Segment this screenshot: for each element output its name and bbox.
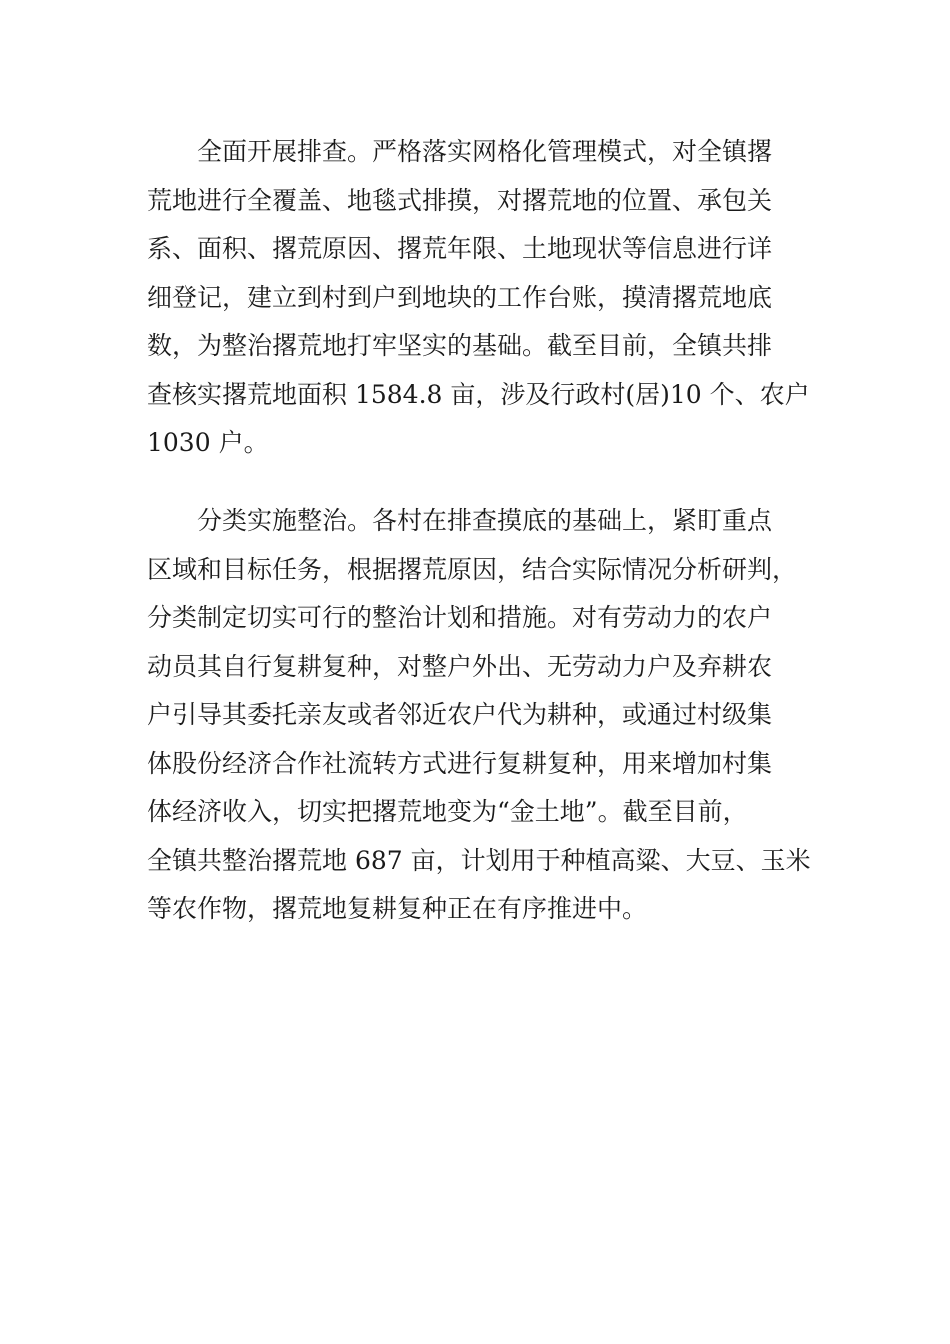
paragraph-line: 查核实撂荒地面积 1584.8 亩，涉及行政村(居)10 个、农户 <box>147 379 810 409</box>
paragraph-line: 等农作物，撂荒地复耕复种正在有序推进中。 <box>147 894 648 923</box>
paragraph-line: 分类实施整治。各村在排查摸底的基础上，紧盯重点 <box>197 506 773 535</box>
paragraph-line: 动员其自行复耕复种，对整户外出、无劳动力户及弃耕农 <box>147 651 773 681</box>
paragraph-remediation <box>147 497 817 982</box>
paragraph-line: 1030 户。 <box>147 428 269 457</box>
paragraph-line: 荒地进行全覆盖、地毯式排摸，对撂荒地的位置、承包关 <box>147 185 773 215</box>
paragraph-line: 体股份经济合作社流转方式进行复耕复种，用来增加村集 <box>147 748 773 778</box>
paragraph-line: 分类制定切实可行的整治计划和措施。对有劳动力的农户 <box>147 603 773 632</box>
paragraph-line: 全镇共整治撂荒地 687 亩，计划用于种植高粱、大豆、玉米 <box>147 845 811 875</box>
paragraph-line: 细登记，建立到村到户到地块的工作台账，摸清撂荒地底 <box>147 282 773 312</box>
paragraph-line: 全面开展排查。严格落实网格化管理模式，对全镇撂 <box>197 137 773 166</box>
paragraph-line: 数，为整治撂荒地打牢坚实的基础。截至目前，全镇共排 <box>147 331 773 360</box>
paragraph-survey <box>147 128 817 468</box>
paragraph-line: 区域和目标任务，根据撂荒原因，结合实际情况分析研判， <box>147 554 798 584</box>
paragraph-line <box>147 934 817 983</box>
paragraph-line: 体经济收入，切实把撂荒地变为“金土地”。截至目前， <box>147 797 748 826</box>
paragraph-line: 系、面积、撂荒原因、撂荒年限、土地现状等信息进行详 <box>147 234 773 263</box>
paragraph-line: 户引导其委托亲友或者邻近农户代为耕种，或通过村级集 <box>147 700 773 729</box>
